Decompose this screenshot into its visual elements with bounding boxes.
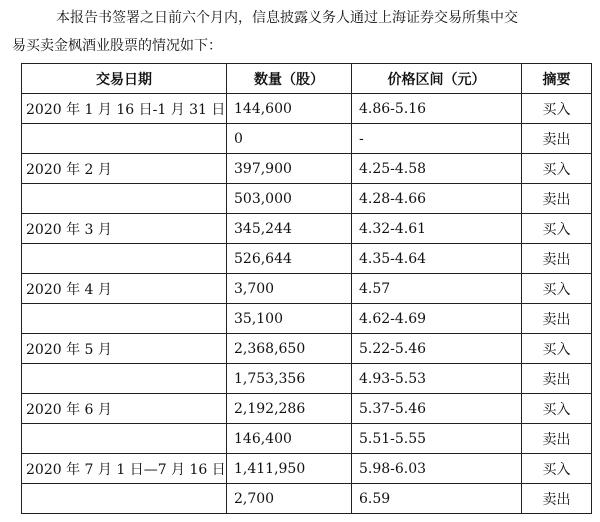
cell-summary: 买入 bbox=[522, 214, 592, 244]
cell-summary: 卖出 bbox=[522, 364, 592, 394]
cell-price-range: 4.93-5.53 bbox=[352, 364, 522, 394]
intro-line-1: 本报告书签署之日前六个月内，信息披露义务人通过上海证券交易所集中交 bbox=[56, 10, 518, 26]
cell-price-range: - bbox=[352, 124, 522, 154]
cell-date bbox=[22, 364, 227, 394]
header-date: 交易日期 bbox=[22, 64, 227, 94]
cell-price-range: 4.32-4.61 bbox=[352, 214, 522, 244]
cell-price-range: 5.51-5.55 bbox=[352, 424, 522, 454]
cell-summary: 买入 bbox=[522, 334, 592, 364]
cell-date: 2020 年 5 月 bbox=[22, 334, 227, 364]
intro-paragraph bbox=[12, 4, 592, 60]
cell-date: 2020 年 4 月 bbox=[22, 274, 227, 304]
cell-quantity: 2,368,650 bbox=[227, 334, 352, 364]
header-quantity: 数量（股） bbox=[227, 64, 352, 94]
table-row bbox=[22, 304, 592, 334]
cell-date bbox=[22, 304, 227, 334]
cell-date bbox=[22, 184, 227, 214]
cell-summary: 卖出 bbox=[522, 424, 592, 454]
cell-summary: 买入 bbox=[522, 154, 592, 184]
header-summary: 摘要 bbox=[522, 64, 592, 94]
intro-line-2: 易买卖金枫酒业股票的情况如下： bbox=[12, 38, 222, 54]
cell-price-range: 5.98-6.03 bbox=[352, 454, 522, 484]
table-row bbox=[22, 454, 592, 484]
cell-quantity: 3,700 bbox=[227, 274, 352, 304]
cell-quantity: 2,192,286 bbox=[227, 394, 352, 424]
cell-price-range: 4.86-5.16 bbox=[352, 94, 522, 124]
cell-price-range: 6.59 bbox=[352, 484, 522, 514]
cell-price-range: 5.22-5.46 bbox=[352, 334, 522, 364]
header-price-range: 价格区间（元） bbox=[352, 64, 522, 94]
cell-summary: 卖出 bbox=[522, 244, 592, 274]
cell-price-range: 4.25-4.58 bbox=[352, 154, 522, 184]
table-row bbox=[22, 334, 592, 364]
table-row bbox=[22, 124, 592, 154]
table-row bbox=[22, 394, 592, 424]
cell-date: 2020 年 1 月 16 日-1 月 31 日 bbox=[22, 94, 227, 124]
table-row bbox=[22, 424, 592, 454]
cell-date bbox=[22, 424, 227, 454]
cell-quantity: 1,753,356 bbox=[227, 364, 352, 394]
cell-summary: 买入 bbox=[522, 94, 592, 124]
cell-summary: 卖出 bbox=[522, 184, 592, 214]
cell-price-range: 4.28-4.66 bbox=[352, 184, 522, 214]
cell-date: 2020 年 7 月 1 日—7 月 16 日 bbox=[22, 454, 227, 484]
cell-summary: 卖出 bbox=[522, 304, 592, 334]
cell-summary: 买入 bbox=[522, 394, 592, 424]
cell-price-range: 4.62-4.69 bbox=[352, 304, 522, 334]
cell-summary: 买入 bbox=[522, 454, 592, 484]
table-row bbox=[22, 484, 592, 514]
cell-quantity: 503,000 bbox=[227, 184, 352, 214]
table-row bbox=[22, 154, 592, 184]
cell-date bbox=[22, 244, 227, 274]
cell-summary: 卖出 bbox=[522, 124, 592, 154]
table-row bbox=[22, 364, 592, 394]
cell-date: 2020 年 3 月 bbox=[22, 214, 227, 244]
cell-quantity: 144,600 bbox=[227, 94, 352, 124]
cell-quantity: 526,644 bbox=[227, 244, 352, 274]
cell-price-range: 4.57 bbox=[352, 274, 522, 304]
cell-summary: 买入 bbox=[522, 274, 592, 304]
cell-quantity: 0 bbox=[227, 124, 352, 154]
cell-quantity: 35,100 bbox=[227, 304, 352, 334]
trading-table bbox=[21, 63, 592, 514]
cell-summary: 卖出 bbox=[522, 484, 592, 514]
cell-quantity: 345,244 bbox=[227, 214, 352, 244]
table-row bbox=[22, 274, 592, 304]
cell-price-range: 4.35-4.64 bbox=[352, 244, 522, 274]
cell-date bbox=[22, 484, 227, 514]
cell-quantity: 397,900 bbox=[227, 154, 352, 184]
cell-quantity: 1,411,950 bbox=[227, 454, 352, 484]
cell-date: 2020 年 6 月 bbox=[22, 394, 227, 424]
table-row bbox=[22, 244, 592, 274]
cell-date: 2020 年 2 月 bbox=[22, 154, 227, 184]
table-header-row bbox=[22, 64, 592, 94]
cell-quantity: 2,700 bbox=[227, 484, 352, 514]
cell-price-range: 5.37-5.46 bbox=[352, 394, 522, 424]
table-row bbox=[22, 94, 592, 124]
cell-date bbox=[22, 124, 227, 154]
table-body bbox=[22, 94, 592, 514]
table-row bbox=[22, 214, 592, 244]
table-row bbox=[22, 184, 592, 214]
cell-quantity: 146,400 bbox=[227, 424, 352, 454]
